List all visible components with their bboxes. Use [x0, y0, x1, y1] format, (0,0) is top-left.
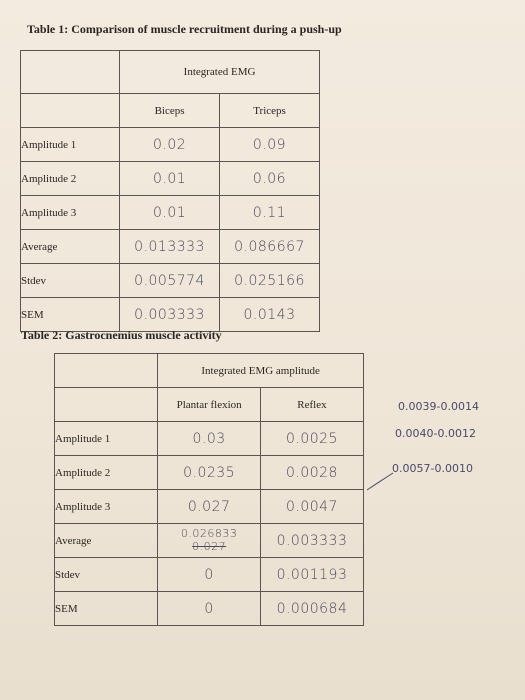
plantar-value: 0 [158, 558, 261, 592]
biceps-value: 0.003333 [120, 298, 220, 332]
triceps-value: 0.0143 [220, 298, 320, 332]
annotation-slash-icon [365, 470, 395, 492]
table2-group-header: Integrated EMG amplitude [158, 354, 364, 388]
table1-col-triceps: Triceps [220, 94, 320, 128]
reflex-value: 0.000684 [260, 592, 363, 626]
reflex-value: 0.003333 [260, 524, 363, 558]
plantar-value-cell [158, 524, 261, 558]
row-label: Amplitude 3 [55, 490, 158, 524]
reflex-value: 0.0025 [260, 422, 363, 456]
side-note: 0.0040-0.0012 [395, 427, 476, 440]
reflex-value: 0.001193 [260, 558, 363, 592]
reflex-value: 0.0028 [260, 456, 363, 490]
plantar-value: 0 [158, 592, 261, 626]
table-row [21, 162, 320, 196]
table2 [54, 353, 364, 626]
table-row [21, 264, 320, 298]
table-row [55, 592, 364, 626]
plantar-value: 0.027 [158, 490, 261, 524]
table1-group-header: Integrated EMG [120, 51, 320, 94]
table-row [55, 558, 364, 592]
biceps-value: 0.01 [120, 162, 220, 196]
row-label: Stdev [55, 558, 158, 592]
table-row [55, 524, 364, 558]
table2-col-header-row [55, 388, 364, 422]
table2-caption: Table 2: Gastrocnemius muscle activity [21, 328, 222, 342]
row-label: Amplitude 1 [55, 422, 158, 456]
table-row [21, 128, 320, 162]
side-note: 0.0057-0.0010 [392, 462, 473, 475]
plantar-struck-value: 0.027 [192, 540, 227, 553]
table1-col-biceps: Biceps [120, 94, 220, 128]
plantar-value: 0.026833 [180, 527, 238, 540]
row-label: Stdev [21, 264, 120, 298]
row-label: Amplitude 2 [55, 456, 158, 490]
biceps-value: 0.005774 [120, 264, 220, 298]
biceps-value: 0.02 [120, 128, 220, 162]
plantar-value: 0.0235 [158, 456, 261, 490]
table-row [21, 196, 320, 230]
table-row [55, 490, 364, 524]
table-row [21, 298, 320, 332]
table1-col-header-row [21, 94, 320, 128]
row-label: SEM [21, 298, 120, 332]
row-label: Average [55, 524, 158, 558]
row-label: Average [21, 230, 120, 264]
triceps-value: 0.11 [220, 196, 320, 230]
row-label: SEM [55, 592, 158, 626]
biceps-value: 0.01 [120, 196, 220, 230]
row-label: Amplitude 1 [21, 128, 120, 162]
triceps-value: 0.09 [220, 128, 320, 162]
row-label: Amplitude 3 [21, 196, 120, 230]
side-note: 0.0039-0.0014 [398, 400, 479, 413]
table1-group-header-row [21, 51, 320, 94]
row-label: Amplitude 2 [21, 162, 120, 196]
table1-caption: Table 1: Comparison of muscle recruitment during a push-up [27, 22, 342, 36]
triceps-value: 0.06 [220, 162, 320, 196]
biceps-value: 0.013333 [120, 230, 220, 264]
table2-col-reflex: Reflex [260, 388, 363, 422]
triceps-value: 0.025166 [220, 264, 320, 298]
table2-col-plantar: Plantar flexion [158, 388, 261, 422]
table1 [20, 50, 320, 332]
reflex-value: 0.0047 [260, 490, 363, 524]
table-row [55, 422, 364, 456]
table-row [55, 456, 364, 490]
plantar-value: 0.03 [158, 422, 261, 456]
table2-group-header-row [55, 354, 364, 388]
table-row [21, 230, 320, 264]
triceps-value: 0.086667 [220, 230, 320, 264]
